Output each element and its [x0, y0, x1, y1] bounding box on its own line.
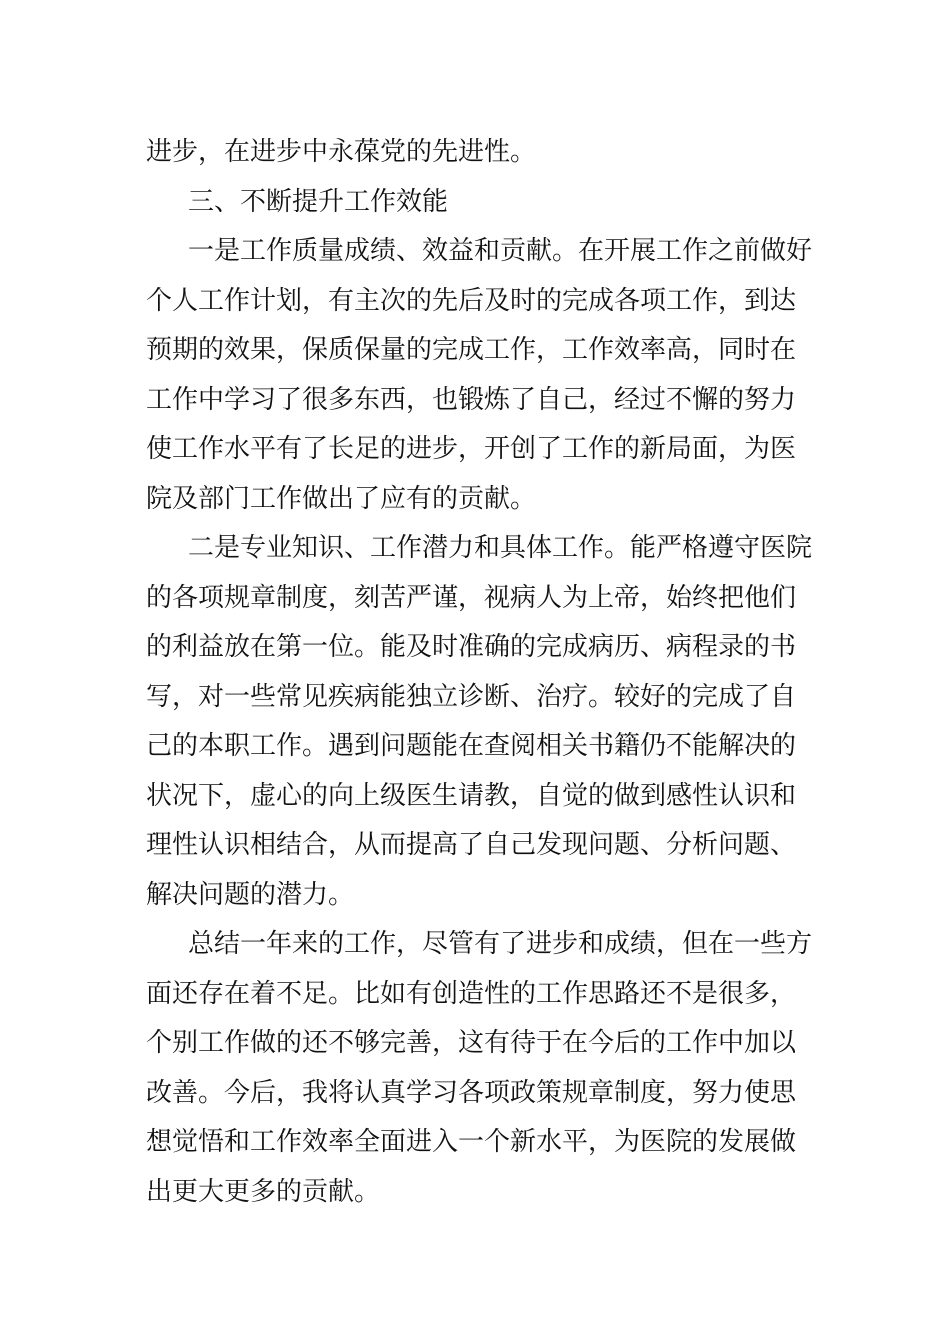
paragraph-line: 解决问题的潜力。: [146, 879, 355, 910]
paragraph-line: 面还存在着不足。比如有创造性的工作思路还不是很多，: [146, 978, 797, 1009]
paragraph-line: 工作中学习了很多东西，也锻炼了自己，经过不懈的努力: [146, 384, 797, 415]
paragraph-line: 使工作水平有了长足的进步，开创了工作的新局面，为医: [146, 434, 797, 464]
section-heading: 三、不断提升工作效能: [188, 186, 449, 217]
document-body: [146, 128, 813, 1217]
paragraph-line: 院及部门工作做出了应有的贡献。: [146, 483, 537, 514]
paragraph-line: 二是专业知识、工作潜力和具体工作。能严格遵守医院: [188, 533, 813, 563]
paragraph-line: 想觉悟和工作效率全面进入一个新水平，为医院的发展做: [146, 1127, 797, 1157]
paragraph-line: 进步，在进步中永葆党的先进性。: [146, 137, 537, 167]
paragraph-line: 状况下，虚心的向上级医生请教，自觉的做到感性认识和: [146, 780, 797, 811]
paragraph-line: 出更大更多的贡献。: [146, 1176, 381, 1207]
paragraph-line: 预期的效果，保质保量的完成工作，工作效率高，同时在: [146, 335, 797, 365]
paragraph-line: 总结一年来的工作，尽管有了进步和成绩，但在一些方: [188, 929, 813, 959]
paragraph-line: 个人工作计划，有主次的先后及时的完成各项工作，到达: [146, 285, 797, 316]
paragraph-line: 的各项规章制度，刻苦严谨，视病人为上帝，始终把他们: [146, 582, 797, 613]
paragraph-line: 一是工作质量成绩、效益和贡献。在开展工作之前做好: [188, 236, 813, 266]
paragraph-line: 写，对一些常见疾病能独立诊断、治疗。较好的完成了自: [146, 681, 797, 712]
paragraph-line: 个别工作做的还不够完善，这有待于在今后的工作中加以: [146, 1028, 797, 1058]
paragraph-line: 理性认识相结合，从而提高了自己发现问题、分析问题、: [146, 830, 797, 860]
paragraph-line: 改善。今后，我将认真学习各项政策规章制度，努力使思: [146, 1077, 797, 1108]
paragraph-line: 己的本职工作。遇到问题能在查阅相关书籍仍不能解决的: [146, 731, 797, 761]
paragraph-line: 的利益放在第一位。能及时准确的完成病历、病程录的书: [146, 632, 797, 662]
